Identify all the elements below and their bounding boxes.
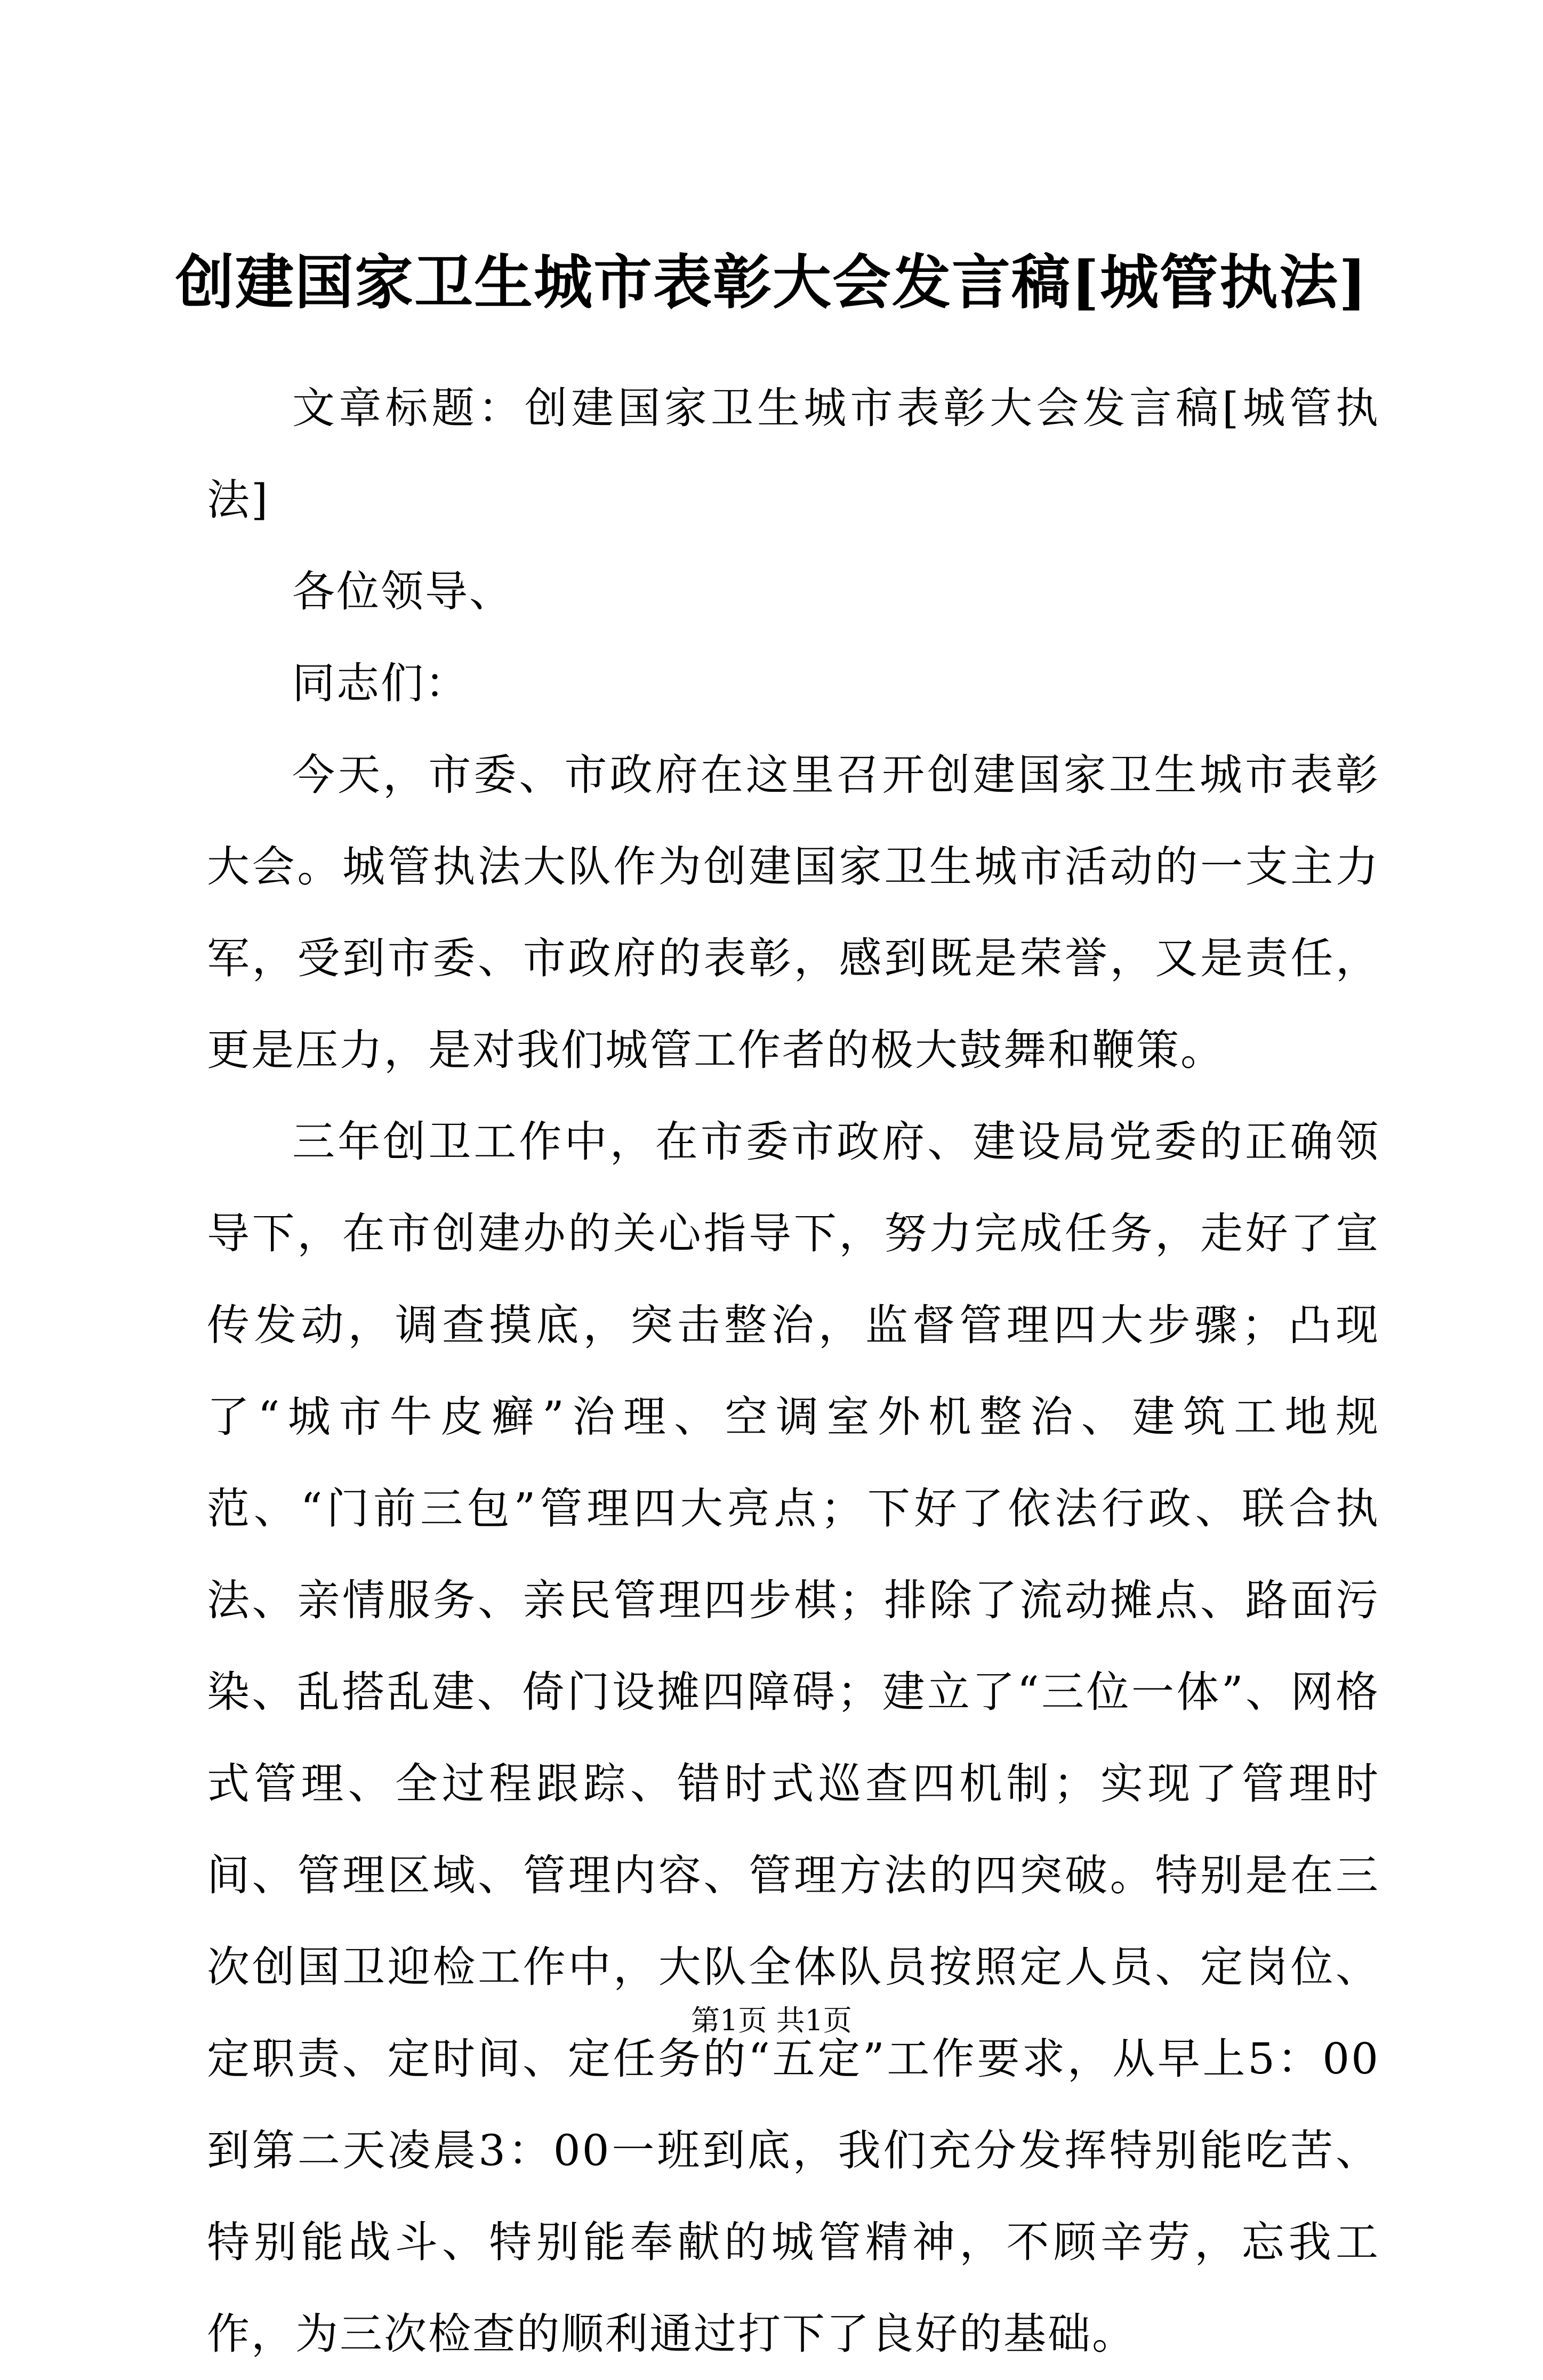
article-title-line: 文章标题：创建国家卫生城市表彰大会发言稿[城管执法] — [207, 383, 1380, 525]
paragraph-intro: 今天，市委、市政府在这里召开创建国家卫生城市表彰大会。城管执法大队作为创建国家卫生城市活动的一支主力军，受到市委、市政府的表彰，感到既是荣誉，又是责任，更是压力，是对我们城管工作者的极大鼓舞和鞭策。 — [207, 750, 1380, 1075]
salutation-leaders: 各位领导、 — [292, 567, 513, 616]
salutation-comrades: 同志们： — [292, 658, 469, 708]
paragraph-achievements: 三年创卫工作中，在市委市政府、建设局党委的正确领导下，在市创建办的关心指导下，努力完成任务，走好了宣传发动，调查摸底，突击整治，监督管理四大步骤；凸现了“城市牛皮癣”治理、空调室外机整治、建筑工地规范、“门前三包”管理四大亮点；下好了依法行政、联合执法、亲情服务、亲民管理四步棋；排除了流动摊点、路面污染、乱搭乱建、倚门设摊四障碍；建立了“三位一体”、网格式管理、全过程跟踪、错时式巡查四机制；实现了管理时间、管理区域、管理内容、管理方法的四突破。特别是在三次创国卫迎检工作中，大队全体队员按照定人员、定岗位、定职责、定时间、定任务的“五定”工作要求，从早上5：00到第二天凌晨3：00一班到底，我们充分发挥特别能吃苦、特别能战斗、特别能奉献的城管精神，不顾辛劳，忘我工作，为三次检查的顺利通过打下了良好的基础。 — [207, 1117, 1380, 2359]
document-body — [207, 363, 1380, 2380]
document-title: 创建国家卫生城市表彰大会发言稿[城管执法] — [175, 248, 1368, 317]
page-number-footer: 第1页 共1页 — [691, 2004, 852, 2037]
